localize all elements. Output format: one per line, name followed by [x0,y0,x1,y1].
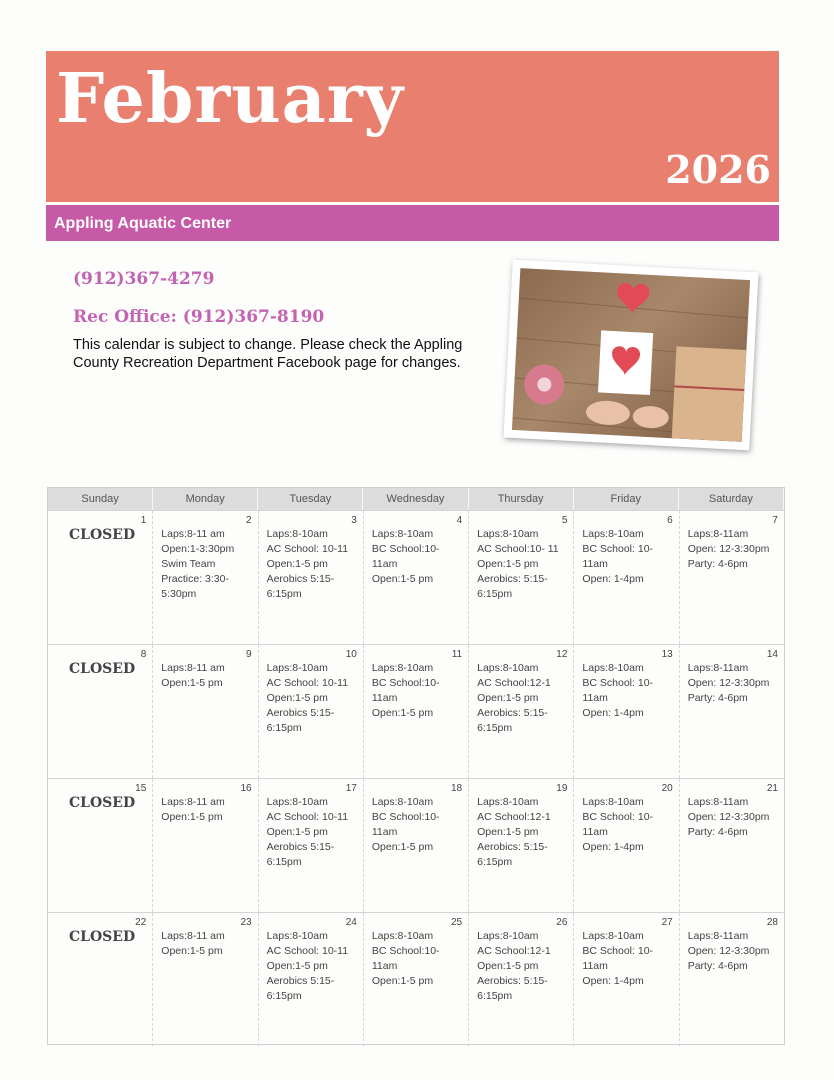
day-cell [680,779,784,912]
day-number: 6 [667,515,673,526]
day-number: 27 [661,917,673,928]
schedule-lines [477,661,569,736]
day-cell [153,511,258,644]
schedule-line: Open:1-5 pm [477,692,539,704]
schedule-lines [161,795,253,825]
schedule-line: Laps:8-11 am [161,930,225,942]
heart-card-illustration [512,268,750,442]
schedule-lines [688,929,780,974]
schedule-line: 6:15pm [477,856,513,868]
weekday-saturday: Saturday [679,488,784,510]
schedule-lines [161,527,253,602]
schedule-line: Laps:8-10am [582,662,644,674]
schedule-line: Laps:8-11am [687,930,749,942]
schedule-line: 11am [582,960,608,972]
day-number: 25 [451,917,463,928]
day-cell [680,913,784,1046]
day-number: 22 [135,917,147,928]
day-number: 11 [451,649,463,660]
weeks-container [48,510,784,1046]
schedule-line: Laps:8-10am [371,796,434,808]
schedule-line: Laps:8-11 am [161,662,225,674]
day-number: 10 [345,649,357,660]
day-number: 12 [556,649,568,660]
schedule-line: 11am [582,558,608,570]
schedule-line: Aerobics: 5:15- [477,841,548,853]
schedule-line: Laps:8-10am [266,662,328,674]
schedule-line: Aerobics 5:15- [266,707,335,719]
day-number: 9 [246,649,252,660]
schedule-line: Laps:8-11am [687,662,749,674]
schedule-line: Laps:8-10am [266,796,328,808]
day-cell [48,511,153,644]
schedule-line: Open:1-5 pm [477,826,539,838]
weekday-tuesday: Tuesday [258,488,363,510]
schedule-line: Practice: 3:30- [161,573,229,585]
schedule-lines [267,929,359,1004]
schedule-line: Open:1-5 pm [161,677,223,689]
day-cell [574,645,679,778]
day-cell [259,913,364,1046]
weekday-wednesday: Wednesday [363,488,468,510]
schedule-line: 6:15pm [477,588,513,600]
schedule-line: Laps:8-11am [687,528,749,540]
valentine-photo [504,260,759,451]
closed-label: CLOSED [69,661,136,677]
day-number: 24 [345,917,357,928]
schedule-lines [688,661,780,706]
schedule-line: AC School: 10-11 [266,811,349,823]
day-number: 7 [772,515,778,526]
schedule-line: Aerobics 5:15- [266,573,335,585]
schedule-line: 6:15pm [266,990,302,1002]
schedule-line: 11am [371,558,398,570]
schedule-line: Open:1-5 pm [161,945,223,957]
day-cell [574,779,679,912]
day-cell [364,511,469,644]
day-cell [48,645,153,778]
day-number: 20 [661,783,673,794]
schedule-line: 11am [371,826,398,838]
schedule-line: AC School: 10-11 [266,945,349,957]
day-number: 23 [240,917,252,928]
schedule-line: 6:15pm [266,722,302,734]
day-number: 21 [766,783,778,794]
day-cell [680,645,784,778]
day-number: 19 [556,783,568,794]
schedule-line: AC School:12-1 [477,811,551,823]
schedule-line: BC School: 10- [582,811,654,823]
day-number: 28 [766,917,778,928]
schedule-line: BC School:10- [371,677,440,689]
schedule-line: Open:1-5 pm [266,558,328,570]
schedule-line: Laps:8-10am [477,528,539,540]
schedule-line: AC School:12-1 [477,677,551,689]
center-name: Appling Aquatic Center [54,215,232,232]
day-cell [48,779,153,912]
schedule-line: Open:1-5 pm [477,558,539,570]
day-cell [259,511,364,644]
schedule-line: Laps:8-10am [582,528,644,540]
schedule-lines [477,929,569,1004]
calendar-week [48,510,784,644]
schedule-lines [161,661,253,691]
day-cell [259,779,364,912]
schedule-line: BC School:10- [371,543,440,555]
day-cell [259,645,364,778]
schedule-line: Open: 12-3:30pm [687,543,770,555]
schedule-line: AC School:12-1 [477,945,551,957]
schedule-line: Laps:8-10am [582,930,644,942]
schedule-lines [688,527,780,572]
weekday-monday: Monday [153,488,258,510]
schedule-line: AC School: 10-11 [266,677,349,689]
schedule-line: Open:1-5 pm [477,960,539,972]
schedule-lines [161,929,253,959]
phone-number: (912)367-4279 [73,269,215,289]
day-cell [574,913,679,1046]
schedule-line: Open:1-5 pm [266,826,328,838]
schedule-line: Party: 4-6pm [687,826,748,838]
schedule-line: Laps:8-11 am [161,528,225,540]
day-number: 17 [345,783,357,794]
schedule-lines [372,661,464,721]
schedule-line: 6:15pm [477,990,513,1002]
day-cell [574,511,679,644]
schedule-line: Party: 4-6pm [687,558,748,570]
day-number: 3 [351,515,357,526]
schedule-line: Open:1-5 pm [371,841,434,853]
closed-label: CLOSED [69,795,136,811]
schedule-line: Open: 12-3:30pm [687,811,770,823]
weekday-header [48,488,784,510]
schedule-line: Laps:8-10am [477,662,539,674]
schedule-lines [267,527,359,602]
schedule-line: Laps:8-10am [582,796,644,808]
schedule-line: BC School: 10- [582,945,654,957]
schedule-lines [582,661,674,721]
schedule-line: Laps:8-10am [477,930,539,942]
schedule-line: Open: 12-3:30pm [687,945,770,957]
day-cell [680,511,784,644]
schedule-lines [372,527,464,587]
day-number: 14 [766,649,778,660]
schedule-line: AC School:10- 11 [477,543,559,555]
schedule-note: This calendar is subject to change. Please check the Appling County Recreation Department Facebook page for changes. [73,337,463,371]
schedule-line: Open: 12-3:30pm [687,677,770,689]
schedule-line: 5:30pm [161,588,197,600]
schedule-line: Party: 4-6pm [687,692,748,704]
schedule-lines [477,795,569,870]
schedule-line: Party: 4-6pm [687,960,748,972]
schedule-line: Aerobics: 5:15- [477,975,548,987]
weekday-thursday: Thursday [469,488,574,510]
schedule-lines [372,929,464,989]
month-title: February [56,59,405,139]
day-number: 26 [556,917,568,928]
day-cell [469,779,574,912]
day-cell [153,913,258,1046]
schedule-line: BC School: 10- [582,677,654,689]
calendar-week [48,644,784,778]
schedule-line: Aerobics: 5:15- [477,707,548,719]
schedule-line: Open:1-5 pm [371,573,434,585]
schedule-line: 6:15pm [477,722,513,734]
day-cell [153,779,258,912]
schedule-line: Laps:8-10am [371,662,434,674]
schedule-lines [477,527,569,602]
schedule-line: Open: 1-4pm [582,975,644,987]
weekday-sunday: Sunday [48,488,153,510]
schedule-line: Open:1-5 pm [371,975,434,987]
schedule-line: Open:1-5 pm [266,960,328,972]
closed-label: CLOSED [69,929,136,945]
day-cell [364,779,469,912]
day-cell [469,511,574,644]
calendar-week [48,912,784,1046]
day-cell [364,913,469,1046]
schedule-lines [582,929,674,989]
day-number: 4 [456,515,463,526]
calendar-grid [47,487,785,1045]
schedule-line: 6:15pm [266,588,302,600]
day-cell [153,645,258,778]
day-number: 18 [451,783,463,794]
day-cell [48,913,153,1046]
schedule-line: 11am [371,960,398,972]
schedule-line: Laps:8-10am [371,528,434,540]
schedule-line: Laps:8-10am [266,528,328,540]
schedule-line: Laps:8-11am [687,796,749,808]
day-number: 8 [140,649,147,660]
schedule-line: 6:15pm [266,856,302,868]
schedule-line: BC School: 10- [582,543,654,555]
schedule-line: Open: 1-4pm [582,707,644,719]
schedule-lines [688,795,780,840]
schedule-line: Aerobics: 5:15- [477,573,548,585]
schedule-line: Aerobics 5:15- [266,841,335,853]
schedule-line: Open:1-5 pm [371,707,434,719]
day-number: 16 [240,783,252,794]
schedule-line: BC School:10- [371,945,440,957]
center-band [46,205,779,241]
day-number: 2 [246,515,252,526]
schedule-line: Laps:8-11 am [161,796,225,808]
day-cell [469,645,574,778]
photo-image [512,268,750,442]
schedule-line: Open: 1-4pm [582,573,644,585]
calendar-week [48,778,784,912]
closed-label: CLOSED [69,527,136,543]
schedule-line: 11am [582,692,608,704]
schedule-line: Aerobics 5:15- [266,975,335,987]
schedule-line: Laps:8-10am [371,930,434,942]
schedule-line: 11am [582,826,608,838]
schedule-lines [582,527,674,587]
schedule-line: AC School: 10-11 [266,543,349,555]
day-cell [364,645,469,778]
day-number: 13 [661,649,673,660]
year-label: 2026 [665,147,771,192]
weekday-friday: Friday [574,488,679,510]
schedule-line: Open:1-3:30pm [161,543,235,555]
schedule-lines [267,795,359,870]
schedule-line: 11am [371,692,398,704]
schedule-line: BC School:10- [371,811,440,823]
schedule-line: Laps:8-10am [266,930,328,942]
schedule-line: Open: 1-4pm [582,841,644,853]
day-number: 1 [140,515,147,526]
schedule-line: Open:1-5 pm [266,692,328,704]
schedule-line: Open:1-5 pm [161,811,223,823]
rec-office-phone: Rec Office: (912)367-8190 [73,307,325,327]
schedule-line: Laps:8-10am [477,796,539,808]
schedule-lines [582,795,674,855]
month-header [46,51,779,202]
schedule-line: Swim Team [161,558,216,570]
schedule-lines [267,661,359,736]
day-number: 5 [561,515,568,526]
schedule-lines [372,795,464,855]
day-cell [469,913,574,1046]
day-number: 15 [135,783,147,794]
